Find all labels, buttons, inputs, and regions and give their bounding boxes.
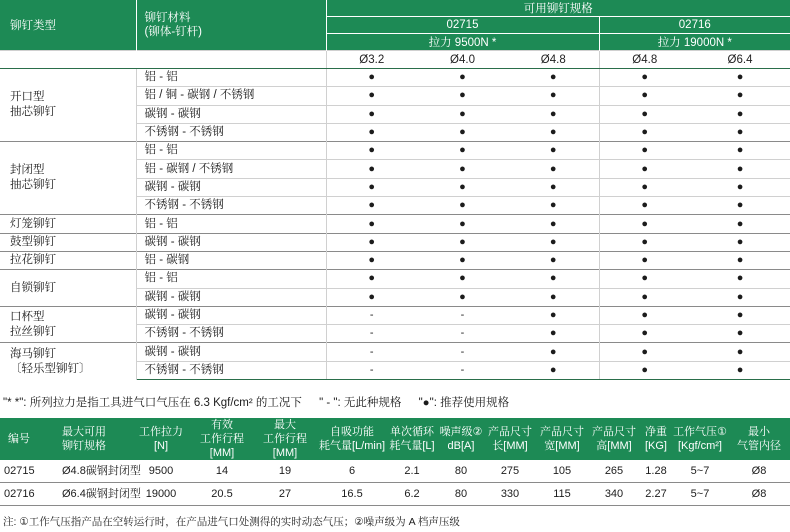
spec-cell: 9500 xyxy=(130,460,192,483)
recommended-dot: ● xyxy=(417,178,508,196)
compat-row xyxy=(0,69,790,87)
recommended-dot: ● xyxy=(690,123,790,141)
recommended-dot: ● xyxy=(690,325,790,343)
recommended-dot: ● xyxy=(599,306,690,324)
spec-cell: 2.1 xyxy=(386,460,438,483)
spec-cell: 19 xyxy=(252,460,318,483)
recommended-dot: ● xyxy=(417,69,508,87)
recommended-dot: ● xyxy=(326,142,417,160)
material-cell: 铝 - 铝 xyxy=(136,142,326,160)
compat-row xyxy=(0,251,790,269)
header-material-line2: (铆体-钉杆) xyxy=(144,26,202,38)
material-cell: 碳钢 - 碳钢 xyxy=(136,105,326,123)
size-header: Ø4.8 xyxy=(599,51,690,69)
recommended-dot: ● xyxy=(508,361,599,379)
footer-note: 注: ①工作气压指产品在空转运行时，在产品进气口处测得的实时动态气压；②噪声级为 A 档声压级 xyxy=(3,516,460,528)
material-cell: 铝 - 碳钢 xyxy=(136,251,326,269)
spec-cell: 5~7 xyxy=(672,483,728,506)
spec-cell: 27 xyxy=(252,483,318,506)
rivet-type-cell: 自锁铆钉 xyxy=(0,270,136,307)
recommended-dot: ● xyxy=(599,87,690,105)
recommended-dot: ● xyxy=(508,306,599,324)
not-available-dash: - xyxy=(417,343,508,361)
material-cell: 碳钢 - 碳钢 xyxy=(136,288,326,306)
recommended-dot: ● xyxy=(508,197,599,215)
not-available-dash: - xyxy=(417,306,508,324)
material-cell: 不锈钢 - 不锈钢 xyxy=(136,123,326,141)
recommended-dot: ● xyxy=(417,160,508,178)
spec-cell: 275 xyxy=(484,460,536,483)
recommended-dot: ● xyxy=(417,197,508,215)
recommended-dot: ● xyxy=(417,288,508,306)
note-dash-meaning: " - ": 无此种规格 xyxy=(319,397,402,409)
compat-row xyxy=(0,270,790,288)
spec-header: 有效 工作行程[MM] xyxy=(192,418,252,460)
material-cell: 铝 - 铝 xyxy=(136,270,326,288)
material-cell: 碳钢 - 碳钢 xyxy=(136,306,326,324)
recommended-dot: ● xyxy=(417,215,508,233)
material-cell: 铝 / 铜 - 碳钢 / 不锈钢 xyxy=(136,87,326,105)
recommended-dot: ● xyxy=(508,105,599,123)
not-available-dash: - xyxy=(417,325,508,343)
recommended-dot: ● xyxy=(508,325,599,343)
not-available-dash: - xyxy=(326,306,417,324)
spec-header: 自吸功能 耗气量[L/min] xyxy=(318,418,386,460)
recommended-dot: ● xyxy=(326,233,417,251)
material-cell: 碳钢 - 碳钢 xyxy=(136,343,326,361)
recommended-dot: ● xyxy=(599,215,690,233)
spec-row xyxy=(0,460,790,483)
spec-header: 净重 [KG] xyxy=(640,418,672,460)
rivet-type-cell: 开口型 抽芯铆钉 xyxy=(0,69,136,142)
header-model-02716: 02716 xyxy=(599,17,790,34)
spec-cell: 80 xyxy=(438,483,484,506)
material-cell: 碳钢 - 碳钢 xyxy=(136,233,326,251)
material-cell: 碳钢 - 碳钢 xyxy=(136,178,326,196)
recommended-dot: ● xyxy=(417,105,508,123)
spec-cell: 115 xyxy=(536,483,588,506)
recommended-dot: ● xyxy=(599,325,690,343)
recommended-dot: ● xyxy=(417,251,508,269)
spec-cell: 02716 xyxy=(0,483,58,506)
recommended-dot: ● xyxy=(599,105,690,123)
size-header: Ø4.0 xyxy=(417,51,508,69)
rivet-type-cell: 封闭型 抽芯铆钉 xyxy=(0,142,136,215)
legend-notes xyxy=(3,394,523,410)
compat-row xyxy=(0,233,790,251)
material-cell: 不锈钢 - 不锈钢 xyxy=(136,197,326,215)
recommended-dot: ● xyxy=(690,105,790,123)
recommended-dot: ● xyxy=(326,251,417,269)
recommended-dot: ● xyxy=(508,69,599,87)
recommended-dot: ● xyxy=(508,87,599,105)
recommended-dot: ● xyxy=(326,178,417,196)
recommended-dot: ● xyxy=(690,69,790,87)
recommended-dot: ● xyxy=(508,251,599,269)
spec-cell: 80 xyxy=(438,460,484,483)
recommended-dot: ● xyxy=(508,178,599,196)
header-force-02715: 拉力 9500N * xyxy=(326,34,599,51)
spec-cell: 14 xyxy=(192,460,252,483)
recommended-dot: ● xyxy=(690,142,790,160)
spec-cell: 1.28 xyxy=(640,460,672,483)
recommended-dot: ● xyxy=(417,142,508,160)
recommended-dot: ● xyxy=(690,215,790,233)
spec-cell: 105 xyxy=(536,460,588,483)
recommended-dot: ● xyxy=(508,288,599,306)
recommended-dot: ● xyxy=(599,233,690,251)
spec-header: 产品尺寸 高[MM] xyxy=(588,418,640,460)
recommended-dot: ● xyxy=(508,160,599,178)
material-cell: 铝 - 铝 xyxy=(136,69,326,87)
spec-header: 工作气压① [Kgf/cm²] xyxy=(672,418,728,460)
compat-row xyxy=(0,215,790,233)
recommended-dot: ● xyxy=(599,343,690,361)
not-available-dash: - xyxy=(326,343,417,361)
recommended-dot: ● xyxy=(417,233,508,251)
spec-header: 最大 工作行程[MM] xyxy=(252,418,318,460)
note-dot-meaning: "●": 推荐使用规格 xyxy=(418,397,510,409)
rivet-type-cell: 鼓型铆钉 xyxy=(0,233,136,251)
recommended-dot: ● xyxy=(690,361,790,379)
recommended-dot: ● xyxy=(326,69,417,87)
size-header: Ø4.8 xyxy=(508,51,599,69)
compat-row xyxy=(0,343,790,361)
recommended-dot: ● xyxy=(599,288,690,306)
spec-cell: Ø4.8碳钢封闭型 xyxy=(58,460,130,483)
header-material-line1: 铆钉材料 xyxy=(144,12,191,24)
recommended-dot: ● xyxy=(326,105,417,123)
material-cell: 铝 - 铝 xyxy=(136,215,326,233)
tool-spec-table xyxy=(0,418,790,506)
rivet-type-cell: 拉花铆钉 xyxy=(0,251,136,269)
compat-row xyxy=(0,306,790,324)
recommended-dot: ● xyxy=(326,288,417,306)
spec-header: 工作拉力 [N] xyxy=(130,418,192,460)
recommended-dot: ● xyxy=(417,87,508,105)
recommended-dot: ● xyxy=(599,197,690,215)
recommended-dot: ● xyxy=(508,270,599,288)
spec-header: 噪声级② dB[A] xyxy=(438,418,484,460)
recommended-dot: ● xyxy=(599,251,690,269)
spec-cell: 19000 xyxy=(130,483,192,506)
recommended-dot: ● xyxy=(326,160,417,178)
spec-cell: 6.2 xyxy=(386,483,438,506)
material-cell: 不锈钢 - 不锈钢 xyxy=(136,361,326,379)
recommended-dot: ● xyxy=(690,87,790,105)
not-available-dash: - xyxy=(326,361,417,379)
recommended-dot: ● xyxy=(508,343,599,361)
header-rivet-type: 铆钉类型 xyxy=(0,0,136,51)
recommended-dot: ● xyxy=(599,69,690,87)
header-available-spec: 可用铆钉规格 xyxy=(326,0,790,17)
spec-cell: 2.27 xyxy=(640,483,672,506)
recommended-dot: ● xyxy=(690,160,790,178)
spec-cell: Ø8 xyxy=(728,460,790,483)
compat-row xyxy=(0,142,790,160)
note-force-condition: "* *": 所列拉力是指工具进气口气压在 6.3 Kgf/cm² 的工况下 xyxy=(3,397,302,409)
recommended-dot: ● xyxy=(690,288,790,306)
recommended-dot: ● xyxy=(508,123,599,141)
recommended-dot: ● xyxy=(599,361,690,379)
spec-cell: 16.5 xyxy=(318,483,386,506)
recommended-dot: ● xyxy=(508,215,599,233)
recommended-dot: ● xyxy=(417,270,508,288)
recommended-dot: ● xyxy=(508,233,599,251)
spec-cell: 20.5 xyxy=(192,483,252,506)
spec-cell: 330 xyxy=(484,483,536,506)
recommended-dot: ● xyxy=(326,87,417,105)
spec-cell: 265 xyxy=(588,460,640,483)
recommended-dot: ● xyxy=(599,142,690,160)
not-available-dash: - xyxy=(417,361,508,379)
size-header: Ø3.2 xyxy=(326,51,417,69)
rivet-type-cell: 海马铆钉 〔轻乐型铆钉〕 xyxy=(0,343,136,380)
recommended-dot: ● xyxy=(417,123,508,141)
spec-cell: Ø8 xyxy=(728,483,790,506)
spec-header: 产品尺寸 长[MM] xyxy=(484,418,536,460)
spec-header: 产品尺寸 宽[MM] xyxy=(536,418,588,460)
recommended-dot: ● xyxy=(690,306,790,324)
recommended-dot: ● xyxy=(690,178,790,196)
spec-header: 最大可用 铆钉规格 xyxy=(58,418,130,460)
spec-cell: Ø6.4碳钢封闭型 xyxy=(58,483,130,506)
spec-header: 编号 xyxy=(0,418,58,460)
spec-cell: 6 xyxy=(318,460,386,483)
recommended-dot: ● xyxy=(690,233,790,251)
header-force-02716: 拉力 19000N * xyxy=(599,34,790,51)
recommended-dot: ● xyxy=(690,343,790,361)
recommended-dot: ● xyxy=(599,123,690,141)
recommended-dot: ● xyxy=(690,270,790,288)
not-available-dash: - xyxy=(326,325,417,343)
recommended-dot: ● xyxy=(326,270,417,288)
size-header: Ø6.4 xyxy=(690,51,790,69)
recommended-dot: ● xyxy=(599,270,690,288)
recommended-dot: ● xyxy=(508,142,599,160)
spec-header: 单次循环 耗气量[L] xyxy=(386,418,438,460)
recommended-dot: ● xyxy=(326,215,417,233)
spec-row xyxy=(0,483,790,506)
recommended-dot: ● xyxy=(326,197,417,215)
header-model-02715: 02715 xyxy=(326,17,599,34)
recommended-dot: ● xyxy=(326,123,417,141)
spec-header: 最小 气管内径 xyxy=(728,418,790,460)
spec-cell: 340 xyxy=(588,483,640,506)
rivet-type-cell: 灯笼铆钉 xyxy=(0,215,136,233)
rivet-type-cell: 口杯型 拉丝铆钉 xyxy=(0,306,136,343)
recommended-dot: ● xyxy=(690,251,790,269)
header-rivet-material xyxy=(136,0,326,51)
recommended-dot: ● xyxy=(599,178,690,196)
recommended-dot: ● xyxy=(599,160,690,178)
material-cell: 铝 - 碳钢 / 不锈钢 xyxy=(136,160,326,178)
material-cell: 不锈钢 - 不锈钢 xyxy=(136,325,326,343)
recommended-dot: ● xyxy=(690,197,790,215)
spec-cell: 02715 xyxy=(0,460,58,483)
spec-cell: 5~7 xyxy=(672,460,728,483)
